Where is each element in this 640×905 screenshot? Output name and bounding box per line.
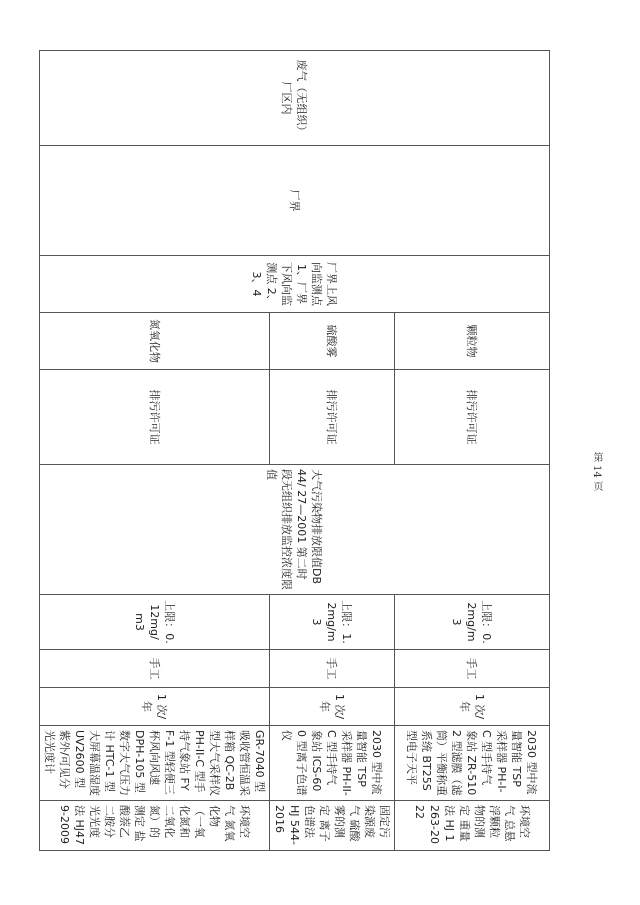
table-row — [395, 51, 550, 851]
limit-cell: 上限：0.12mg/m3 — [40, 595, 270, 650]
basis-cell: 排污许可证 — [395, 370, 550, 465]
location-cell: 厂界 — [40, 146, 550, 256]
pollutant-cell: 硫酸雾 — [270, 313, 395, 370]
method-cell: 手工 — [395, 650, 550, 688]
pollutant-cell: 氮氧化物 — [40, 313, 270, 370]
instrument-cell: 2030 型中流量智能 TSP 采样器 PH-II-C 型手持气象站 ICS-600 型离子色谱仪 — [270, 726, 395, 801]
limit-cell: 上限：1.2mg/m3 — [270, 595, 395, 650]
analysis-method-cell: 环境空气 氮氧化物（一氧化氮和二氧化氮）的测定 盐酸萘乙二胺分光光度法 HJ479-2009 — [40, 801, 270, 851]
limit-cell: 上限：0.2mg/m3 — [395, 595, 550, 650]
category-cell: 废气（无组织）厂区内 — [40, 51, 550, 146]
page-number: 第 14 页 — [591, 452, 602, 492]
frequency-cell: 1 次/年 — [270, 688, 395, 726]
instrument-cell: 2030 型中流量智能 TSP 采样器 PH-I-C 型手持气象站 ZR-5102 型滤膜（滤筒）平衡称重系统 BT25S 型电子天平 — [395, 726, 550, 801]
basis-cell: 排污许可证 — [270, 370, 395, 465]
analysis-method-cell: 固定污染源废气 硫酸雾的测定 离子色谱法 HJ 544-2016 — [270, 801, 395, 851]
pollutant-cell: 颗粒物 — [395, 313, 550, 370]
method-cell: 手工 — [270, 650, 395, 688]
rotated-table-container — [43, 50, 550, 850]
point-cell: 厂界上风向监测点 1、厂界下风向监测点 2、3、4 — [40, 256, 550, 313]
analysis-method-cell: 环境空气 总悬浮颗粒物的测定 重量法 HJ 1263-2022 — [395, 801, 550, 851]
frequency-cell: 1 次/年 — [395, 688, 550, 726]
standard-cell: 大气污染物排放限值DB44/ 27—2001 第二时段无组织排放监控浓度限值 — [40, 465, 550, 595]
monitoring-table — [39, 50, 550, 851]
frequency-cell: 1 次/年 — [40, 688, 270, 726]
method-cell: 手工 — [40, 650, 270, 688]
basis-cell: 排污许可证 — [40, 370, 270, 465]
instrument-cell: GR-7040 型吸收管恒温采样箱 QC-2B 型大气采样仪 PH-II-C 型手持气象站 FYF-1 型轻便三杯风向风速 DPH-105 型数字大气压力计 HTC-1 型大屏幕温湿度 UV2600 型紫外/可见分光光度计 — [40, 726, 270, 801]
